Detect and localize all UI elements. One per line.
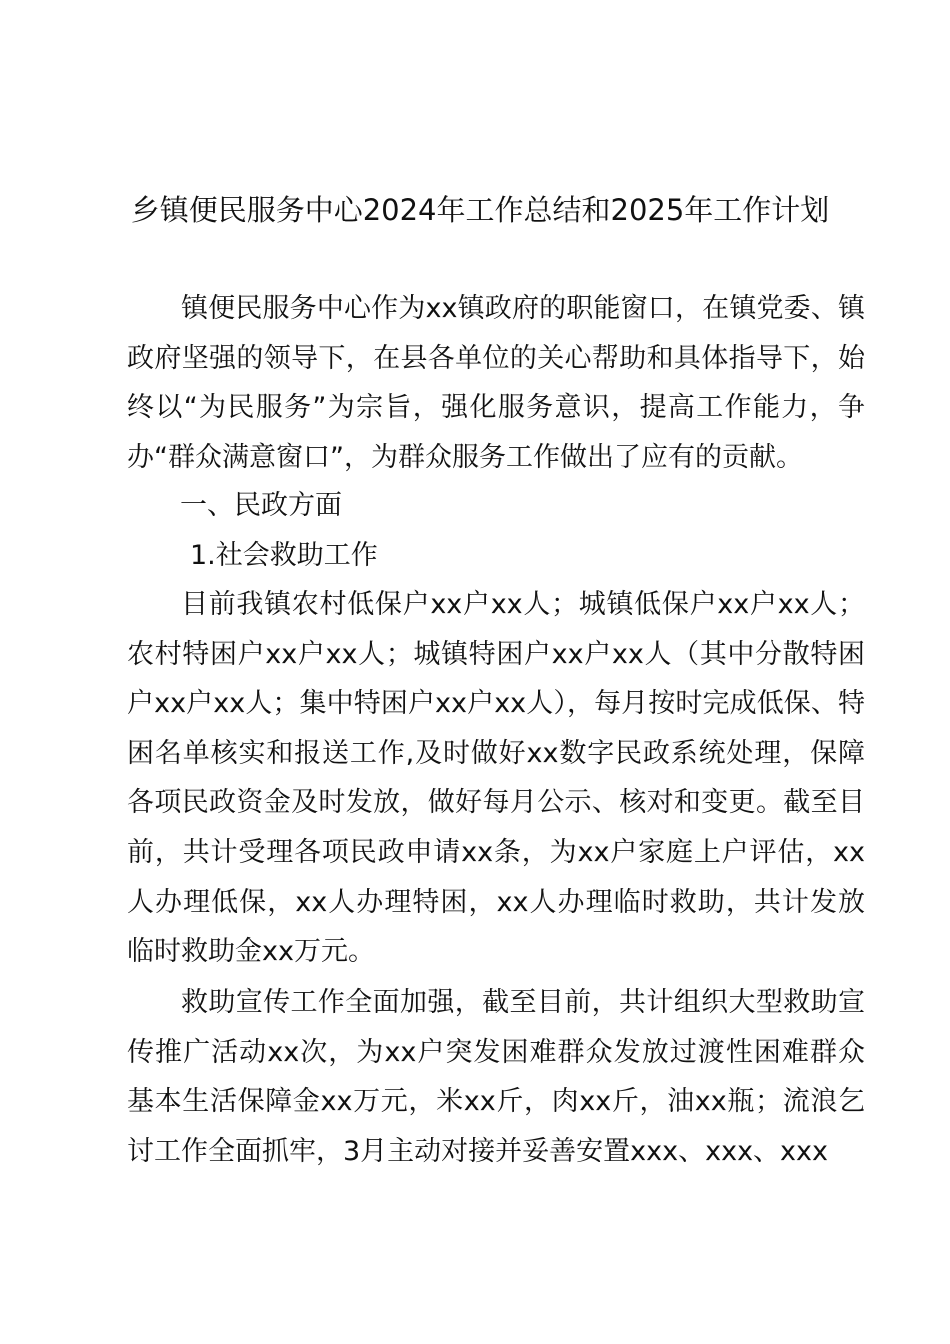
social-assistance-paragraph: 目前我镇农村低保户xx户xx人；城镇低保户xx户xx人；农村特困户xx户xx人；城镇特困户xx户xx人（其中分散特困户xx户xx人；集中特困户xx户xx人），每月按时完成低保、特困名单核实和报送工作,及时做好xx数字民政系统处理，保障各项民政资金及时发放，做好每月公示、核对和变更。截至目前，共计受理各项民政申请xx条，为xx户家庭上户评估，xx人办理低保，xx人办理特困，xx人办理临时救助，共计发放临时救助金xx万元。 (127, 589, 865, 968)
assistance-publicity-paragraph: 救助宣传工作全面加强，截至目前，共计组织大型救助宣传推广活动xx次，为xx户突发困难群众发放过渡性困难群众基本生活保障金xx万元，米xx斤，肉xx斤，油xx瓶；流浪乞讨工作全面抓牢，3月主动对接并妥善安置xxx、xxx、xxx (127, 987, 865, 1167)
intro-paragraph: 镇便民服务中心作为xx镇政府的职能窗口，在镇党委、镇政府坚强的领导下，在县各单位的关心帮助和具体指导下，始终以“为民服务”为宗旨，强化服务意识，提高工作能力，争办“群众满意窗口”，为群众服务工作做出了应有的贡献。 (127, 293, 865, 473)
section-heading-civil-affairs: 一、民政方面 (180, 490, 342, 521)
subsection-heading-social-assistance: 1.社会救助工作 (190, 540, 378, 571)
document-title: 乡镇便民服务中心2024年工作总结和2025年工作计划 (130, 193, 830, 227)
